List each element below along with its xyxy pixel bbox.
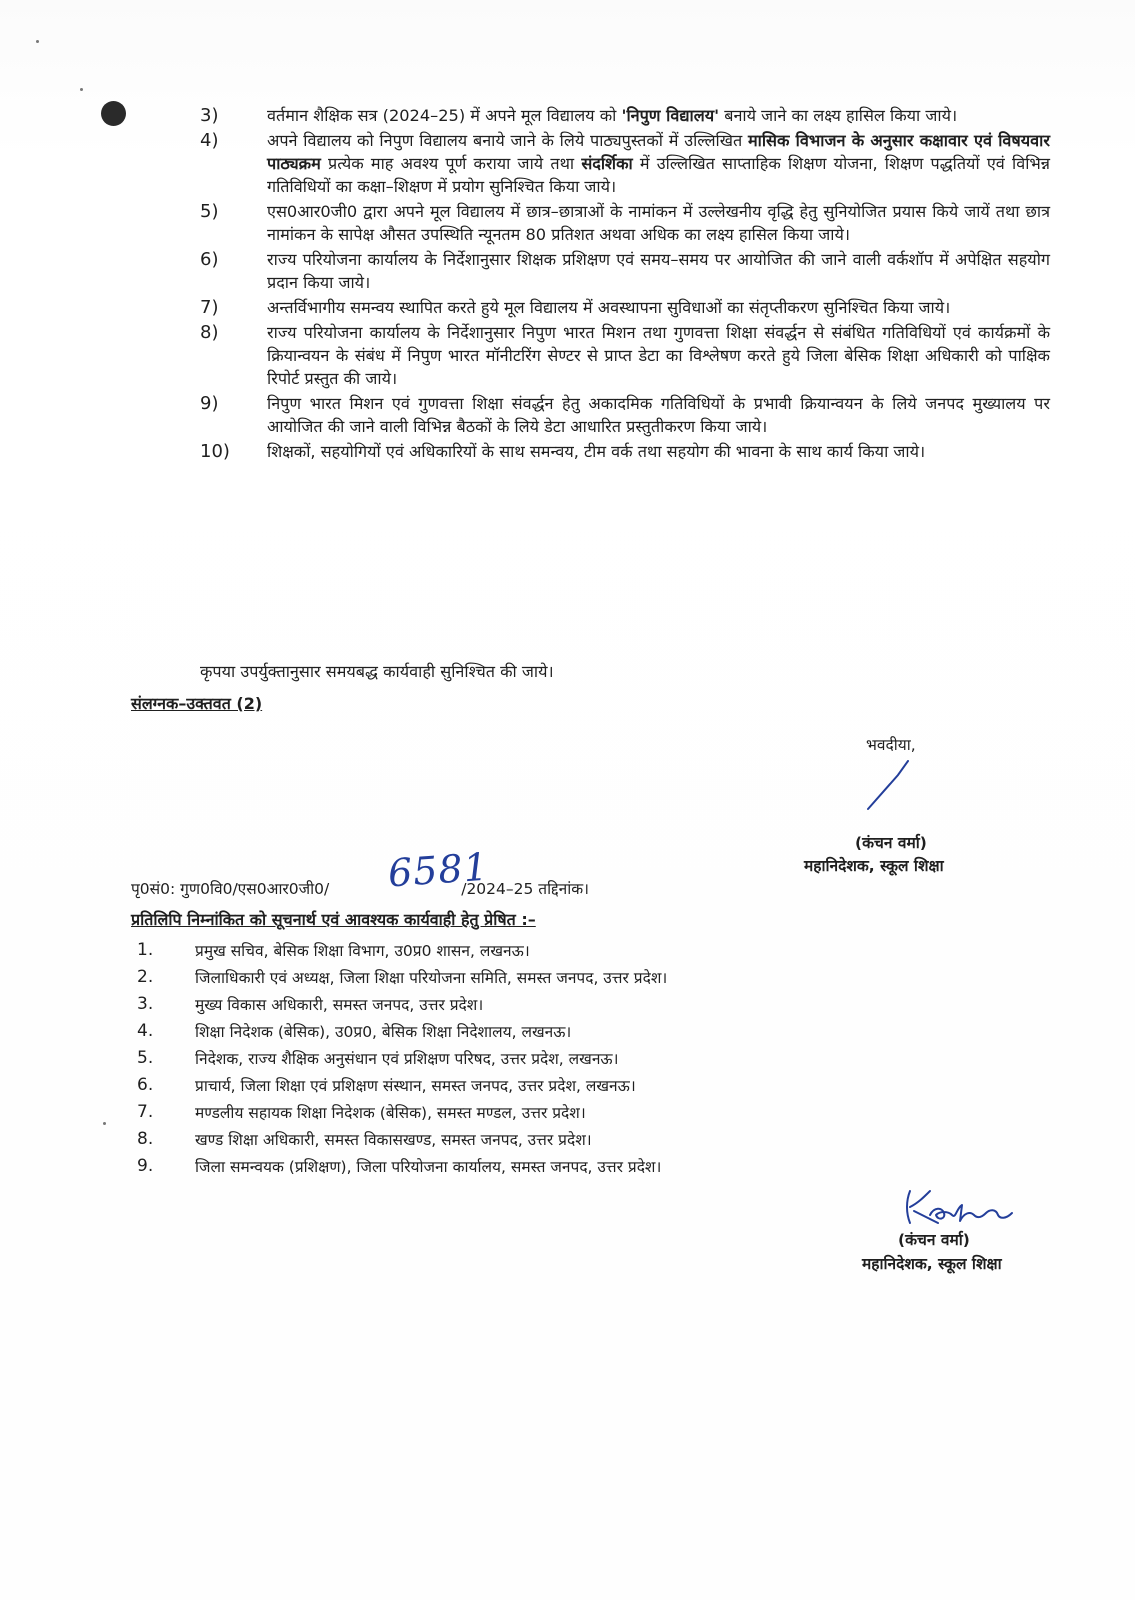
copy-to-item: 2. जिलाधिकारी एवं अध्यक्ष, जिला शिक्षा परियोजना समिति, समस्त जनपद, उत्तर प्रदेश। — [137, 966, 668, 987]
instruction-item: 5) एस0आर0जी0 द्वारा अपने मूल विद्यालय में छात्र–छात्राओं के नामांकन में उल्लेखनीय वृद्धि हेतु सुनियोजित प्रयास किये जायें तथा छात्र नामांकन के सापेक्ष औसत उपस्थिति न्यूनतम 80 प्रतिशत अथवा अधिक का लक्ष्य हासिल किया जाये। — [200, 201, 1050, 244]
copy-to-item: 7. मण्डलीय सहायक शिक्षा निदेशक (बेसिक), समस्त मण्डल, उत्तर प्रदेश। — [137, 1101, 586, 1122]
scan-speck — [103, 1122, 106, 1125]
scan-speck — [36, 40, 39, 43]
salutation: भवदीया, — [866, 736, 916, 754]
copy-to-list — [137, 936, 667, 1179]
copy-to-item: 6. प्राचार्य, जिला शिक्षा एवं प्रशिक्षण संस्थान, समस्त जनपद, उत्तर प्रदेश, लखनऊ। — [137, 1074, 636, 1095]
copy-to-item: 3. मुख्य विकास अधिकारी, समस्त जनपद, उत्तर प्रदेश। — [137, 993, 484, 1014]
instruction-item: 10) शिक्षकों, सहयोगियों एवं अधिकारियों के साथ समन्वय, टीम वर्क तथा सहयोग की भावना के साथ कार्य किया जाये। — [200, 441, 926, 462]
copy-to-item: 5. निदेशक, राज्य शैक्षिक अनुसंधान एवं प्रशिक्षण परिषद, उत्तर प्रदेश, लखनऊ। — [137, 1047, 619, 1068]
instruction-item: 7) अन्तर्विभागीय समन्वय स्थापित करते हुये मूल विद्यालय में अवस्थापना सुविधाओं का संतृप्तीकरण सुनिश्चित किया जाये। — [200, 297, 951, 318]
reference-suffix: /2024–25 तद्दिनांक। — [461, 880, 590, 898]
enclosure-note: संलग्नक–उक्तवत (2) — [131, 694, 263, 713]
reference-line — [131, 877, 589, 899]
copy-to-item: 8. खण्ड शिक्षा अधिकारी, समस्त विकासखण्ड, समस्त जनपद, उत्तर प्रदेश। — [137, 1128, 592, 1149]
instruction-item: 6) राज्य परियोजना कार्यालय के निर्देशानुसार शिक्षक प्रशिक्षण एवं समय–समय पर आयोजित की जाने वाली वर्कशॉप में अपेक्षित सहयोग प्रदान किया जाये। — [200, 249, 1050, 292]
scan-speck — [80, 88, 83, 91]
final-signatory-name: (कंचन वर्मा) — [898, 1231, 970, 1249]
signatory-name: (कंचन वर्मा) — [855, 834, 927, 852]
instruction-item: 4) अपने विद्यालय को निपुण विद्यालय बनाये जाने के लिये पाठ्यपुस्तकों में उल्लिखित मासिक विभाजन के अनुसार कक्षावार एवं विषयवार पाठ्यक्रम प्रत्येक माह अवश्य पूर्ण कराया जाये तथा संदर्शिका में उल्लिखित साप्ताहिक शिक्षण योजना, शिक्षण पद्धतियों एवं विभिन्न गतिविधियों का कक्षा–शिक्षण में प्रयोग सुनिश्चित किया जाये। — [200, 130, 1050, 196]
handwritten-reference-number: 6581 — [386, 844, 491, 896]
copy-to-item: 9. जिला समन्वयक (प्रशिक्षण), जिला परियोजना कार्यालय, समस्त जनपद, उत्तर प्रदेश। — [137, 1155, 662, 1176]
instruction-item: 8) राज्य परियोजना कार्यालय के निर्देशानुसार निपुण भारत मिशन तथा गुणवत्ता शिक्षा संवर्द्धन से संबंधित गतिविधियों एवं कार्यक्रमों के क्रियान्वयन के संबंध में निपुण भारत मॉनीटरिंग सेण्टर से प्राप्त डेटा का विश्लेषण करते हुये जिला बेसिक शिक्षा अधिकारी को पाक्षिक रिपोर्ट प्रस्तुत की जाये। — [200, 322, 1050, 388]
instruction-item: 3) वर्तमान शैक्षिक सत्र (2024–25) में अपने मूल विद्यालय को 'निपुण विद्यालय' बनाये जाने का लक्ष्य हासिल किया जाये। — [200, 105, 958, 126]
final-signatory-designation: महानिदेशक, स्कूल शिक्षा — [862, 1255, 1002, 1273]
copy-to-item: 1. प्रमुख सचिव, बेसिक शिक्षा विभाग, उ0प्र0 शासन, लखनऊ। — [137, 939, 530, 960]
punch-hole-mark — [101, 101, 126, 126]
signature-stroke-icon — [864, 757, 924, 813]
handwritten-signature-icon — [900, 1185, 1020, 1229]
closing-line: कृपया उपर्युक्तानुसार समयबद्ध कार्यवाही सुनिश्चित की जाये। — [200, 662, 554, 681]
instruction-item: 9) निपुण भारत मिशन एवं गुणवत्ता शिक्षा संवर्द्धन हेतु अकादमिक गतिविधियों के प्रभावी क्रियान्वयन के लिये जनपद मुख्यालय पर आयोजित की जाने वाली विभिन्न बैठकों के लिये डेटा आधारित प्रस्तुतीकरण किया जाये। — [200, 393, 1050, 436]
copy-to-heading: प्रतिलिपि निम्नांकित को सूचनार्थ एवं आवश्यक कार्यवाही हेतु प्रेषित :– — [131, 910, 536, 929]
instruction-list — [200, 104, 1050, 465]
reference-prefix: पृ0सं0: गुण0वि0/एस0आर0जी0/ — [131, 880, 330, 898]
signatory-designation: महानिदेशक, स्कूल शिक्षा — [804, 857, 944, 875]
copy-to-item: 4. शिक्षा निदेशक (बेसिक), उ0प्र0, बेसिक शिक्षा निदेशालय, लखनऊ। — [137, 1020, 572, 1041]
